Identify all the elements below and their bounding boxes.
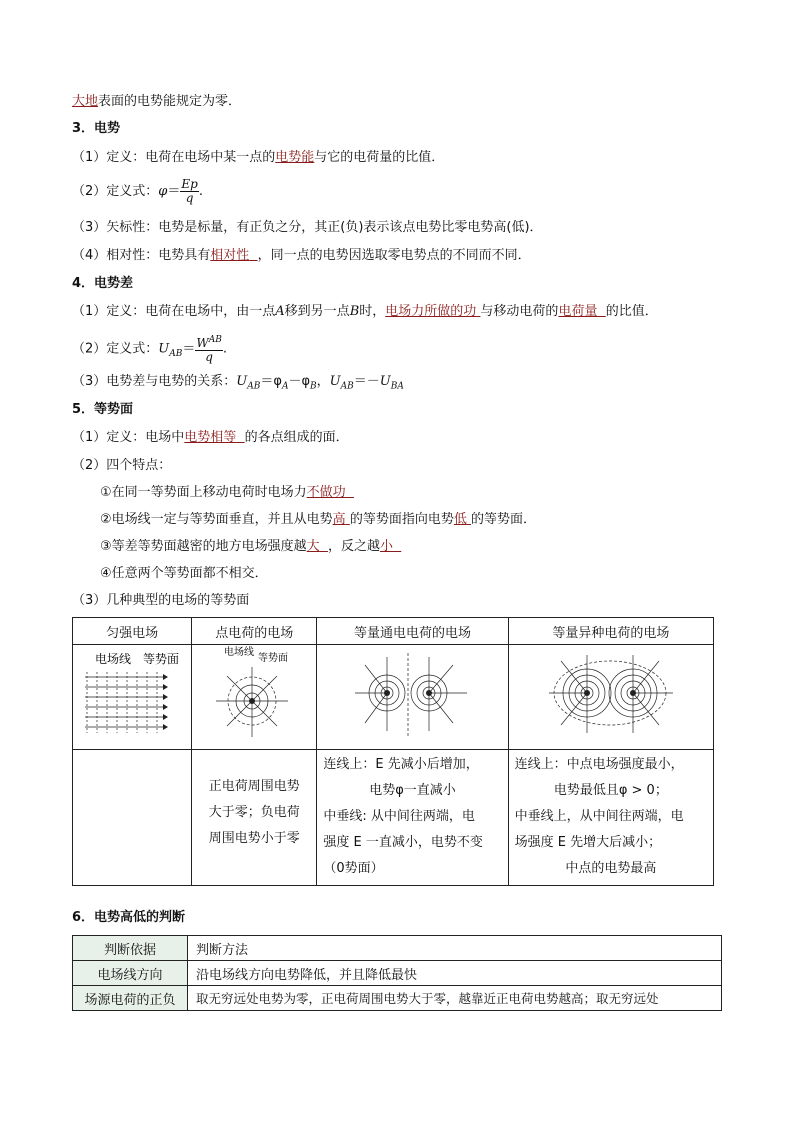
table-header: 点电荷的电场 — [192, 618, 317, 645]
label-field-line: 电场线 — [95, 652, 132, 666]
table-cell: 判断方法 — [188, 936, 722, 961]
text-line: 大地表面的电势能规定为零． — [72, 94, 242, 109]
text-line: （4）相对性：电势具有相对性 ，同一点的电势因选取零电势点的不同而不同． — [72, 248, 531, 263]
formula-line: （3）电势差与电势的关系：$U_{AB}=\varphi_A-\varphi_B$，$U_{AB}=-U_{BA}$ — [72, 374, 404, 392]
answer-blank: 电场力所做的功 — [385, 304, 477, 319]
text-line: （1）定义：电荷在电场中某一点的电势能与它的电荷量的比值． — [72, 150, 445, 165]
formula-line: （2）定义式：φ＝ $\frac{Ep}{q}$ . — [72, 177, 203, 205]
answer-blank: 相对性 — [210, 248, 250, 263]
judgment-table — [72, 935, 722, 1011]
answer-blank: 高 — [332, 512, 346, 527]
like-charges-diagram — [317, 645, 507, 745]
unlike-charges-figure — [508, 645, 713, 750]
uniform-field-diagram — [73, 645, 191, 745]
text-line: （2）四个特点： — [72, 458, 172, 473]
table-header: 匀强电场 — [73, 618, 192, 645]
answer-blank: 电势能 — [275, 150, 315, 165]
table-cell: 判断依据 — [73, 936, 188, 961]
section-title: 5．等势面 — [72, 402, 134, 417]
answer-blank: 低 — [453, 512, 467, 527]
section-title: 3．电势 — [72, 121, 121, 136]
answer-blank: 小 — [379, 539, 393, 554]
empty-cell — [73, 750, 192, 886]
unlike-charges-desc: 连线上：中点电场强度最小， 电势最低且φ > 0； 中垂线上，从中间往两端，电 场强度 E 先增大后减小； 中点的电势最高 — [508, 750, 713, 886]
answer-blank: 大 — [306, 539, 320, 554]
table-cell: 沿电场线方向电势降低，并且降低最快 — [188, 961, 722, 986]
answer-blank: 大地 — [72, 94, 99, 109]
table-cell: 电场线方向 — [73, 961, 188, 986]
label-equipotential: 等势面 — [143, 652, 180, 666]
fraction: $\frac{Ep}{q}$ — [181, 177, 198, 205]
text-line: （3）几种典型的电场的等势面 — [72, 593, 250, 608]
text-line: （1）定义：电场中电势相等 的各点组成的面． — [72, 430, 349, 445]
point-charge-desc: 正电荷周围电势 大于零；负电荷 周围电势小于零 — [192, 750, 317, 886]
label-field-line: 电场线 — [224, 647, 255, 658]
unlike-charges-diagram — [509, 645, 713, 745]
fraction: $\frac{W^{AB}}{q}$ — [196, 335, 222, 364]
equipotential-table — [72, 617, 714, 886]
formula-line: （2）定义式：$U_{AB}=$ $\frac{W^{AB}}{q}$ . — [72, 335, 227, 364]
label-equipotential: 等势面 — [258, 653, 289, 664]
text-line: ①在同一等势面上移动电荷时电场力不做功 — [100, 485, 346, 500]
uniform-field-figure — [73, 645, 192, 750]
text-line: （1）定义：电荷在电场中，由一点A移到另一点B时，电场力所做的功 与移动电荷的电荷量 的比值． — [72, 304, 658, 319]
text-line: （3）矢标性：电势是标量，有正负之分，其正(负)表示该点电势比零电势高(低)． — [72, 220, 543, 235]
point-charge-diagram — [192, 645, 316, 745]
like-charges-desc: 连线上：E 先减小后增加， 电势φ一直减小 中垂线: 从中间往两端，电 强度 E 一直减小，电势不变 （0势面） — [317, 750, 508, 886]
table-header: 等量通电电荷的电场 — [317, 618, 508, 645]
point-charge-figure — [192, 645, 317, 750]
table-cell: 取无穷远处电势为零，正电荷周围电势大于零，越靠近正电荷电势越高；取无穷远处 — [188, 986, 722, 1011]
table-header: 等量异种电荷的电场 — [508, 618, 713, 645]
text-line: ④任意两个等势面都不相交． — [100, 566, 268, 581]
like-charges-figure — [317, 645, 508, 750]
section-title: 6．电势高低的判断 — [72, 910, 186, 925]
answer-blank: 电荷量 — [558, 304, 598, 319]
answer-blank: 不做功 — [306, 485, 346, 500]
text-line: ②电场线一定与等势面垂直，并且从电势高 的等势面指向电势低 的等势面． — [100, 512, 536, 527]
table-cell: 场源电荷的正负 — [73, 986, 188, 1011]
section-title: 4．电势差 — [72, 276, 134, 291]
text-line: ③等差等势面越密的地方电场强度越大 ，反之越小 — [100, 539, 393, 554]
answer-blank: 电势相等 — [184, 430, 237, 445]
